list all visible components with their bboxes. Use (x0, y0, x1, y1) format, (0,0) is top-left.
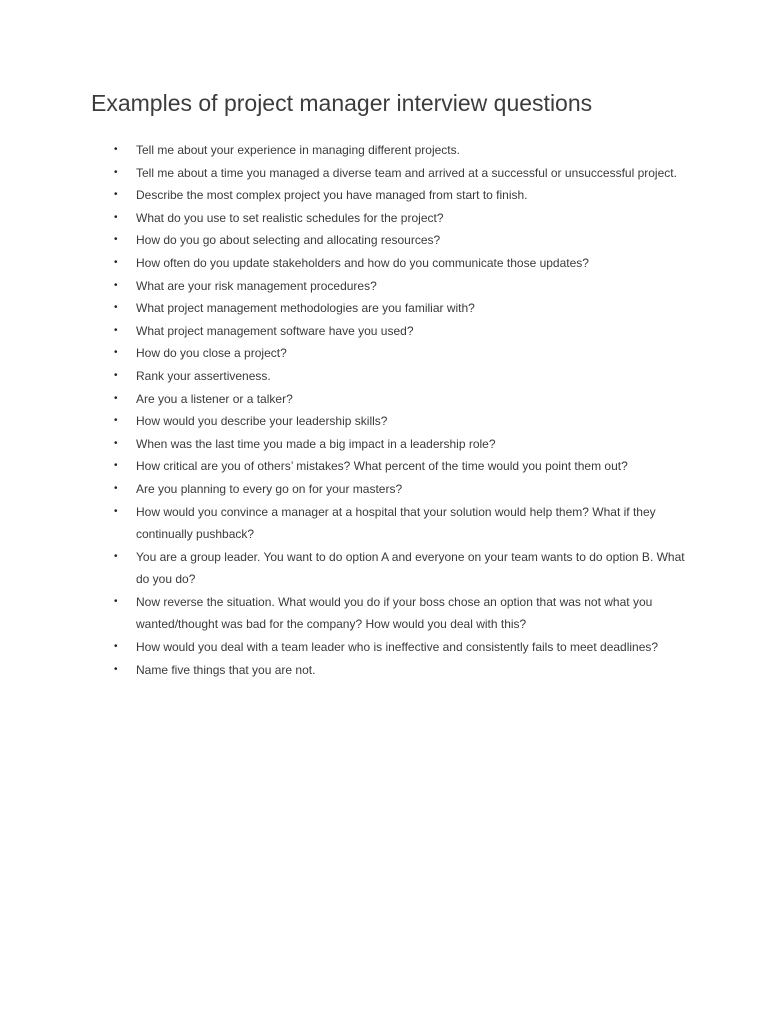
list-item (0, 162, 768, 185)
list-item (0, 207, 768, 230)
question-text: Are you a listener or a talker? (136, 391, 293, 406)
list-item (0, 388, 768, 411)
question-text: Tell me about a time you managed a diverse team and arrived at a successful or unsuccessful project. (136, 165, 677, 180)
list-item (0, 455, 768, 478)
question-text: How do you close a project? (136, 346, 287, 361)
question-text: What project management software have you used? (136, 323, 414, 338)
bullet-icon: • (114, 189, 118, 201)
bullet-icon: • (114, 144, 118, 155)
bullet-icon: • (114, 369, 118, 381)
bullet-icon: • (114, 324, 118, 336)
bullet-icon: • (114, 595, 118, 607)
question-text: How would you deal with a team leader who is ineffective and consistently fails to meet deadlines? (136, 640, 659, 655)
list-item (0, 184, 768, 207)
bullet-icon: • (114, 347, 118, 359)
question-text: What are your risk management procedures? (136, 278, 377, 293)
bullet-icon: • (114, 211, 118, 223)
bullet-icon: • (114, 302, 118, 314)
question-text: Name five things that you are not. (136, 662, 316, 677)
question-text: Rank your assertiveness. (136, 368, 271, 383)
question-list (0, 139, 768, 681)
list-item (0, 546, 768, 591)
list-item (0, 342, 768, 365)
question-text: You are a group leader. You want to do option A and everyone on your team wants to do option B. What do you do? (136, 549, 685, 587)
question-text: What project management methodologies are you familiar with? (136, 301, 475, 316)
question-text: How would you describe your leadership skills? (136, 414, 388, 429)
list-item (0, 410, 768, 433)
bullet-icon: • (114, 663, 118, 675)
question-text: What do you use to set realistic schedules for the project? (136, 210, 444, 225)
bullet-icon: • (114, 415, 118, 427)
list-item (0, 636, 768, 659)
question-text: How do you go about selecting and allocating resources? (136, 233, 441, 248)
bullet-icon: • (114, 279, 118, 291)
list-item (0, 320, 768, 343)
list-item (0, 229, 768, 252)
question-text: Now reverse the situation. What would you do if your boss chose an option that was not what you wanted/thought was bad for the company? How would you deal with this? (136, 594, 653, 632)
list-item (0, 275, 768, 298)
question-text: How would you convince a manager at a hospital that your solution would help them? What if they continually pushback? (136, 504, 656, 542)
list-item (0, 659, 768, 682)
bullet-icon: • (114, 550, 118, 562)
list-item (0, 591, 768, 636)
list-item (0, 297, 768, 320)
bullet-icon: • (114, 505, 118, 517)
list-item (0, 501, 768, 546)
bullet-icon: • (114, 234, 118, 246)
question-text: Tell me about your experience in managing different projects. (136, 143, 460, 157)
question-text: How often do you update stakeholders and how do you communicate those updates? (136, 255, 589, 270)
list-item (0, 139, 768, 162)
bullet-icon: • (114, 482, 118, 494)
question-text: How critical are you of others’ mistakes? What percent of the time would you point them out? (136, 459, 628, 474)
list-item (0, 365, 768, 388)
question-text: When was the last time you made a big impact in a leadership role? (136, 436, 496, 451)
bullet-icon: • (114, 392, 118, 404)
question-text: Describe the most complex project you have managed from start to finish. (136, 188, 528, 203)
list-item (0, 433, 768, 456)
question-text: Are you planning to every go on for your masters? (136, 481, 403, 496)
bullet-icon: • (114, 641, 118, 653)
bullet-icon: • (114, 437, 118, 449)
bullet-icon: • (114, 460, 118, 472)
bullet-icon: • (114, 256, 118, 268)
page-title: Examples of project manager interview questions (91, 90, 593, 116)
list-item (0, 478, 768, 501)
bullet-icon: • (114, 166, 118, 178)
list-item (0, 252, 768, 275)
